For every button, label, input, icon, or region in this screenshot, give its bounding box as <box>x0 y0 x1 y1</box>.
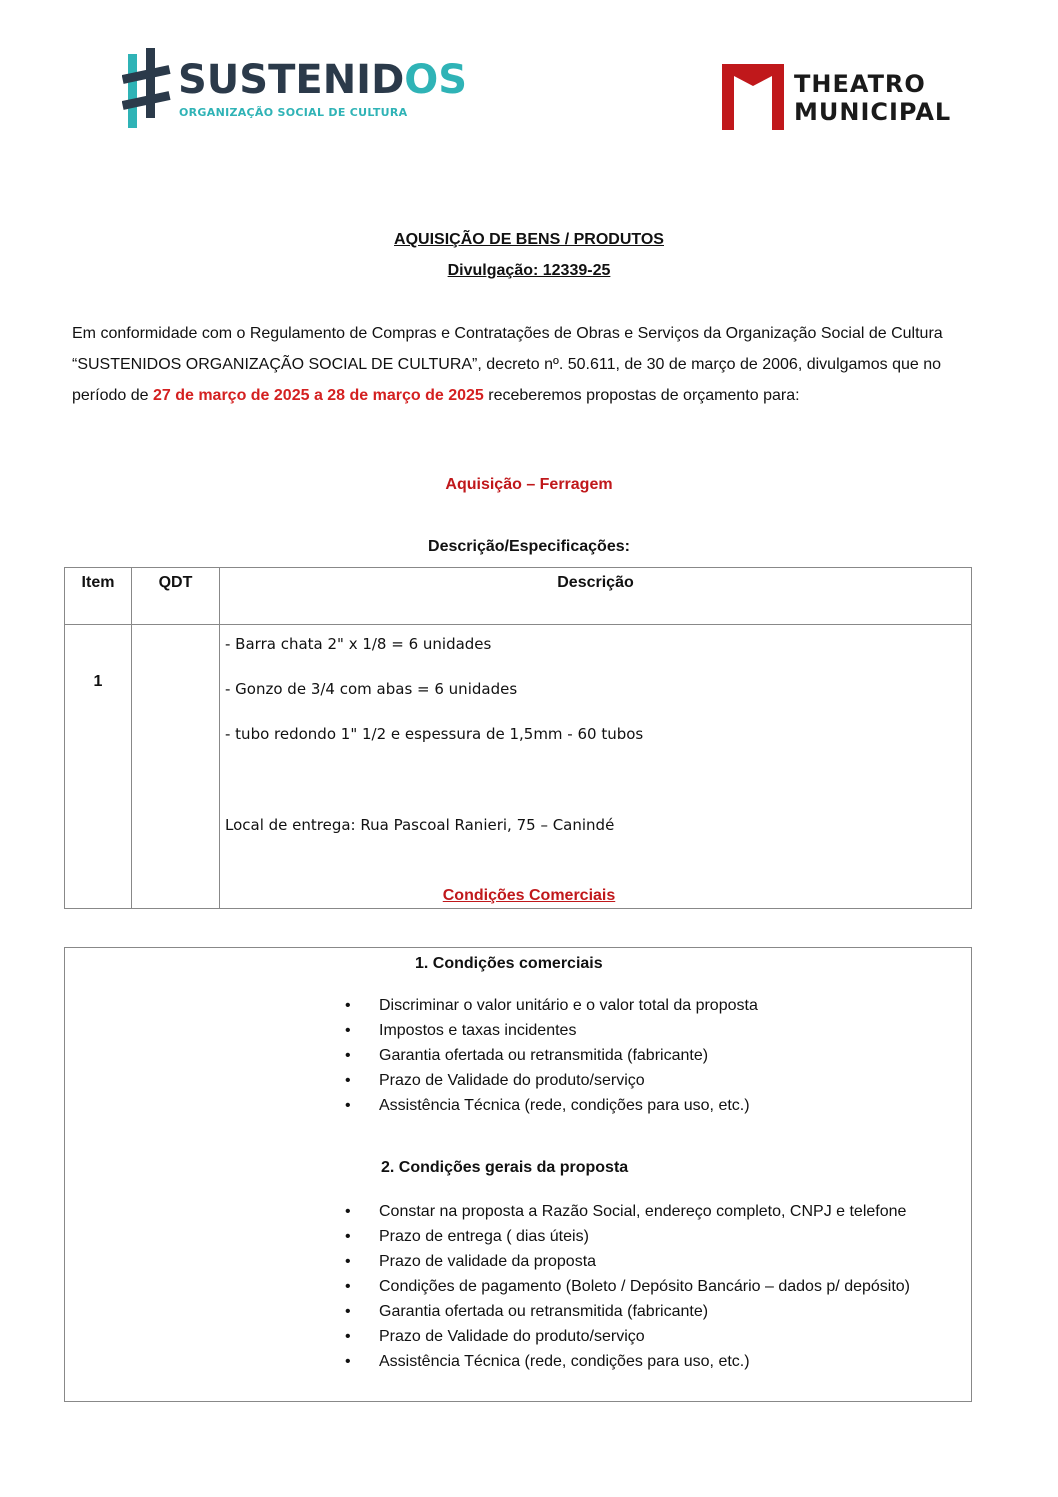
sustenidos-logo <box>122 48 468 130</box>
section1-list <box>341 993 961 1118</box>
list-item: • Prazo de Validade do produto/serviço <box>341 1324 961 1349</box>
table-header-row <box>65 568 972 625</box>
sustenidos-wordmark: SUSTENIDOS <box>178 57 468 103</box>
list-item: • Prazo de entrega ( dias úteis) <box>341 1224 961 1249</box>
item-quantity <box>132 625 220 909</box>
list-item: • Impostos e taxas incidentes <box>341 1018 961 1043</box>
list-item: • Prazo de Validade do produto/serviço <box>341 1068 961 1093</box>
disclosure-number: Divulgação: 12339-25 <box>447 262 611 279</box>
list-item: • Discriminar o valor unitário e o valor total da proposta <box>341 993 961 1018</box>
theatro-municipal-logo <box>722 64 962 134</box>
section1-heading: 1. Condições comerciais <box>415 955 603 972</box>
list-item: • Garantia ofertada ou retransmitida (fabricante) <box>341 1299 961 1324</box>
description-line: - Barra chata 2" x 1/8 = 6 unidades <box>225 635 492 653</box>
description-line: - Gonzo de 3/4 com abas = 6 unidades <box>225 680 518 698</box>
proposal-period: 27 de março de 2025 a 28 de março de 2025 <box>152 387 484 404</box>
list-item: • Condições de pagamento (Boleto / Depósito Bancário – dados p/ depósito) <box>341 1274 961 1299</box>
header-description: Descrição <box>220 568 972 625</box>
document-title: AQUISIÇÃO DE BENS / PRODUTOS <box>394 231 664 248</box>
list-item: • Constar na proposta a Razão Social, endereço completo, CNPJ e telefone <box>341 1199 961 1224</box>
list-item: • Assistência Técnica (rede, condições para uso, etc.) <box>341 1349 961 1374</box>
theatre-arch-icon <box>722 64 784 130</box>
list-item: • Garantia ofertada ou retransmitida (fabricante) <box>341 1043 961 1068</box>
commercial-conditions-title: Condições Comerciais <box>442 887 616 904</box>
header-qdt: QDT <box>132 568 220 625</box>
conditions-box <box>64 947 972 1402</box>
intro-paragraph: Em conformidade com o Regulamento de Compras e Contratações de Obras e Serviços da Organização Social de Cultura “SUSTENIDOS ORGANIZAÇÃO SOCIAL DE CULTURA”, decreto nº. 50.611, de 30 de março de 2006, divulgamos que no período de 27 de março de 2025 a 28 de março de 2025 receberemos propostas de orçamento para: <box>72 325 943 404</box>
item-description <box>220 625 972 909</box>
theatro-municipal-wordmark: THEATRO MUNICIPAL <box>794 70 952 126</box>
table-row <box>65 625 972 909</box>
description-line: - tubo redondo 1" 1/2 e espessura de 1,5mm - 60 tubos <box>225 725 644 743</box>
section2-heading: 2. Condições gerais da proposta <box>381 1159 629 1176</box>
sustenidos-subtitle: ORGANIZAÇÃO SOCIAL DE CULTURA <box>179 106 408 119</box>
acquisition-title: Aquisição – Ferragem <box>445 476 613 493</box>
header-item: Item <box>65 568 132 625</box>
hashtag-logo-icon <box>122 48 172 130</box>
specs-label: Descrição/Especificações: <box>428 538 630 555</box>
item-number: 1 <box>65 625 132 909</box>
list-item: • Assistência Técnica (rede, condições para uso, etc.) <box>341 1093 961 1118</box>
list-item: • Prazo de validade da proposta <box>341 1249 961 1274</box>
delivery-location: Local de entrega: Rua Pascoal Ranieri, 75 – Canindé <box>225 816 615 834</box>
section2-list <box>341 1199 961 1374</box>
items-table <box>64 567 972 909</box>
